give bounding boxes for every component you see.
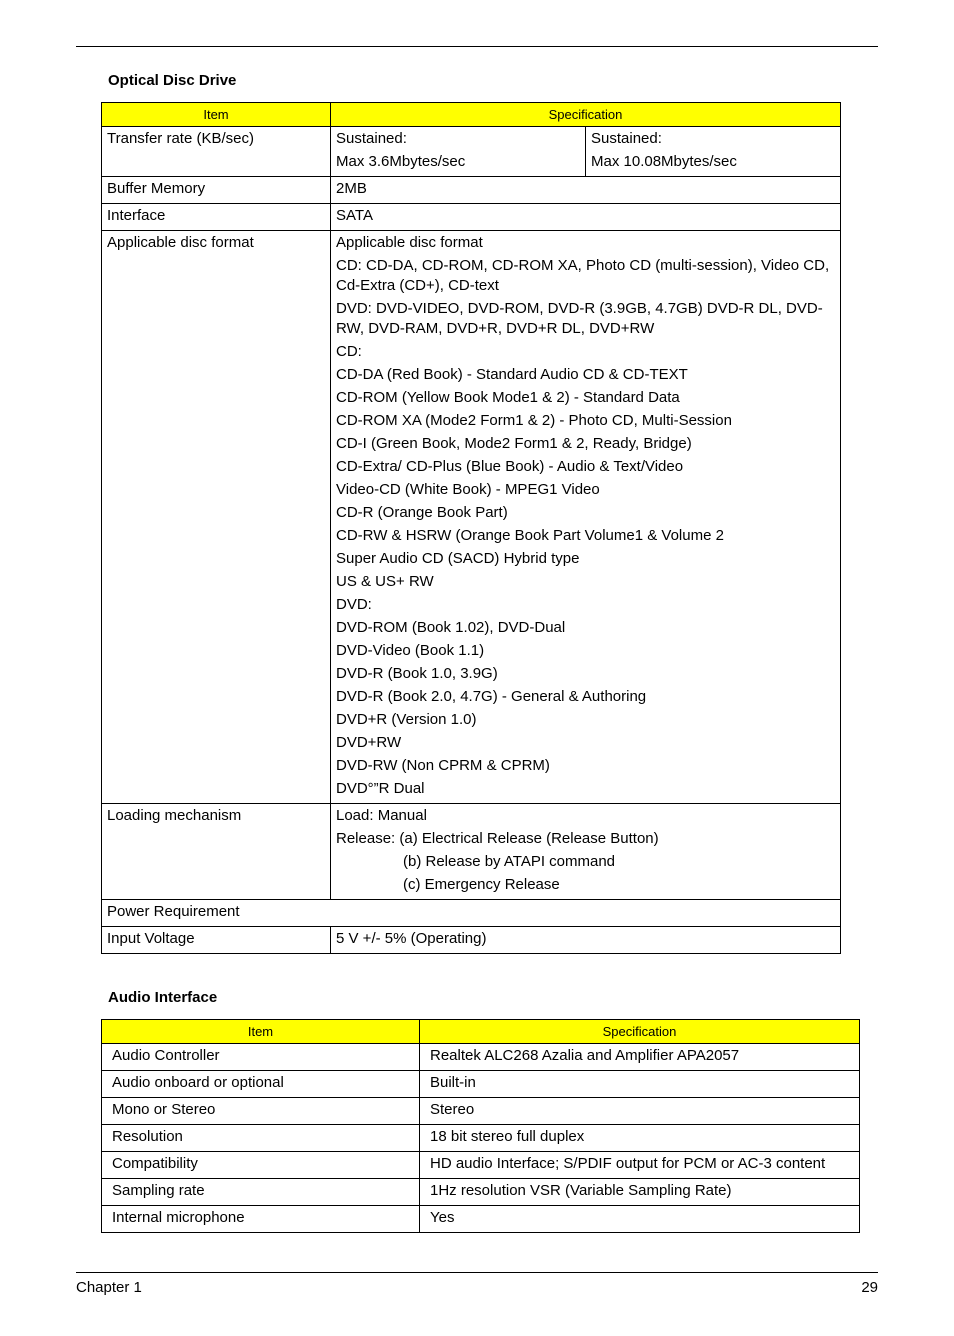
table-row xyxy=(102,204,841,231)
line: Release: (a) Electrical Release (Release Button) xyxy=(336,830,659,847)
table-row xyxy=(102,1098,860,1125)
line: Sustained: xyxy=(591,130,662,147)
format-line: CD-R (Orange Book Part) xyxy=(336,504,508,521)
row-spec: 5 V +/- 5% (Operating) xyxy=(331,927,841,954)
format-line: DVD-RW (Non CPRM & CPRM) xyxy=(336,757,550,774)
row-item: Compatibility xyxy=(102,1152,420,1179)
format-line: CD: CD-DA, CD-ROM, CD-ROM XA, Photo CD (multi-session), Video CD, Cd-Extra (CD+), CD-text xyxy=(336,257,830,294)
row-spec: Yes xyxy=(420,1206,860,1233)
audio-spec-table xyxy=(101,1019,860,1233)
row-spec: Built-in xyxy=(420,1071,860,1098)
optical-spec-table xyxy=(101,102,841,954)
top-rule xyxy=(76,46,878,47)
row-item: Input Voltage xyxy=(102,927,331,954)
format-line: CD-ROM XA (Mode2 Form1 & 2) - Photo CD, Multi-Session xyxy=(336,412,732,429)
footer-chapter: Chapter 1 xyxy=(76,1279,142,1296)
table-row xyxy=(102,177,841,204)
line: (b) Release by ATAPI command xyxy=(403,853,616,870)
format-line: DVD-R (Book 1.0, 3.9G) xyxy=(336,665,498,682)
row-spec: SATA xyxy=(331,204,841,231)
format-line: DVD+RW xyxy=(336,734,402,751)
line: Load: Manual xyxy=(336,807,427,824)
format-line: DVD+R (Version 1.0) xyxy=(336,711,477,728)
table-row xyxy=(102,1206,860,1233)
row-item: Resolution xyxy=(102,1125,420,1152)
loading-spec xyxy=(331,804,841,900)
format-line: CD-RW & HSRW (Orange Book Part Volume1 & Volume 2 xyxy=(336,527,724,544)
format-line: DVD-Video (Book 1.1) xyxy=(336,642,485,659)
formats-spec xyxy=(331,231,841,804)
row-spec: Stereo xyxy=(420,1098,860,1125)
format-line: Video-CD (White Book) - MPEG1 Video xyxy=(336,481,600,498)
table-row xyxy=(102,1152,860,1179)
format-line: DVD-ROM (Book 1.02), DVD-Dual xyxy=(336,619,566,636)
format-line: Super Audio CD (SACD) Hybrid type xyxy=(336,550,580,567)
table-row xyxy=(102,927,841,954)
header-spec: Specification xyxy=(331,103,841,127)
row-item: Interface xyxy=(102,204,331,231)
table-row xyxy=(102,1179,860,1206)
transfer-left xyxy=(331,127,586,177)
header-item: Item xyxy=(102,103,331,127)
table-row xyxy=(102,1071,860,1098)
format-line: DVD: xyxy=(336,596,372,613)
table-row xyxy=(102,1125,860,1152)
format-line: CD-DA (Red Book) - Standard Audio CD & CD-TEXT xyxy=(336,366,688,383)
format-line: CD-I (Green Book, Mode2 Form1 & 2, Ready, Bridge) xyxy=(336,435,692,452)
line: Max 10.08Mbytes/sec xyxy=(591,153,737,170)
table-row xyxy=(102,1044,860,1071)
format-line: Applicable disc format xyxy=(336,234,483,251)
page-number: 29 xyxy=(861,1279,878,1296)
audio-heading: Audio Interface xyxy=(108,989,218,1006)
row-item: Power Requirement xyxy=(102,900,841,927)
format-line: DVD-R (Book 2.0, 4.7G) - General & Authoring xyxy=(336,688,647,705)
row-spec: HD audio Interface; S/PDIF output for PCM or AC-3 content xyxy=(420,1152,860,1179)
line: Sustained: xyxy=(336,130,407,147)
table-row xyxy=(102,900,841,927)
footer-rule xyxy=(76,1272,878,1273)
row-item: Loading mechanism xyxy=(102,804,331,900)
row-item: Transfer rate (KB/sec) xyxy=(102,127,331,177)
format-line: DVD: DVD-VIDEO, DVD-ROM, DVD-R (3.9GB, 4.7GB) DVD-R DL, DVD-RW, DVD-RAM, DVD+R, DVD+R DL, DVD+RW xyxy=(336,300,823,337)
row-item: Sampling rate xyxy=(102,1179,420,1206)
format-line: CD-ROM (Yellow Book Mode1 & 2) - Standard Data xyxy=(336,389,680,406)
table-row xyxy=(102,231,841,804)
row-item: Audio Controller xyxy=(102,1044,420,1071)
row-item: Applicable disc format xyxy=(102,231,331,804)
row-spec: Realtek ALC268 Azalia and Amplifier APA2057 xyxy=(420,1044,860,1071)
format-line: DVD°”R Dual xyxy=(336,780,425,797)
table-row xyxy=(102,127,841,177)
line: Max 3.6Mbytes/sec xyxy=(336,153,466,170)
row-item: Buffer Memory xyxy=(102,177,331,204)
row-spec: 2MB xyxy=(331,177,841,204)
transfer-right xyxy=(586,127,841,177)
format-line: US & US+ RW xyxy=(336,573,434,590)
row-item: Internal microphone xyxy=(102,1206,420,1233)
header-spec: Specification xyxy=(420,1020,860,1044)
row-item: Mono or Stereo xyxy=(102,1098,420,1125)
table-header xyxy=(102,1020,860,1044)
row-spec: 1Hz resolution VSR (Variable Sampling Rate) xyxy=(420,1179,860,1206)
header-item: Item xyxy=(102,1020,420,1044)
table-row xyxy=(102,804,841,900)
optical-heading: Optical Disc Drive xyxy=(108,72,237,89)
row-item: Audio onboard or optional xyxy=(102,1071,420,1098)
line: (c) Emergency Release xyxy=(403,876,560,893)
row-spec: 18 bit stereo full duplex xyxy=(420,1125,860,1152)
table-header xyxy=(102,103,841,127)
format-line: CD-Extra/ CD-Plus (Blue Book) - Audio & Text/Video xyxy=(336,458,684,475)
format-line: CD: xyxy=(336,343,362,360)
